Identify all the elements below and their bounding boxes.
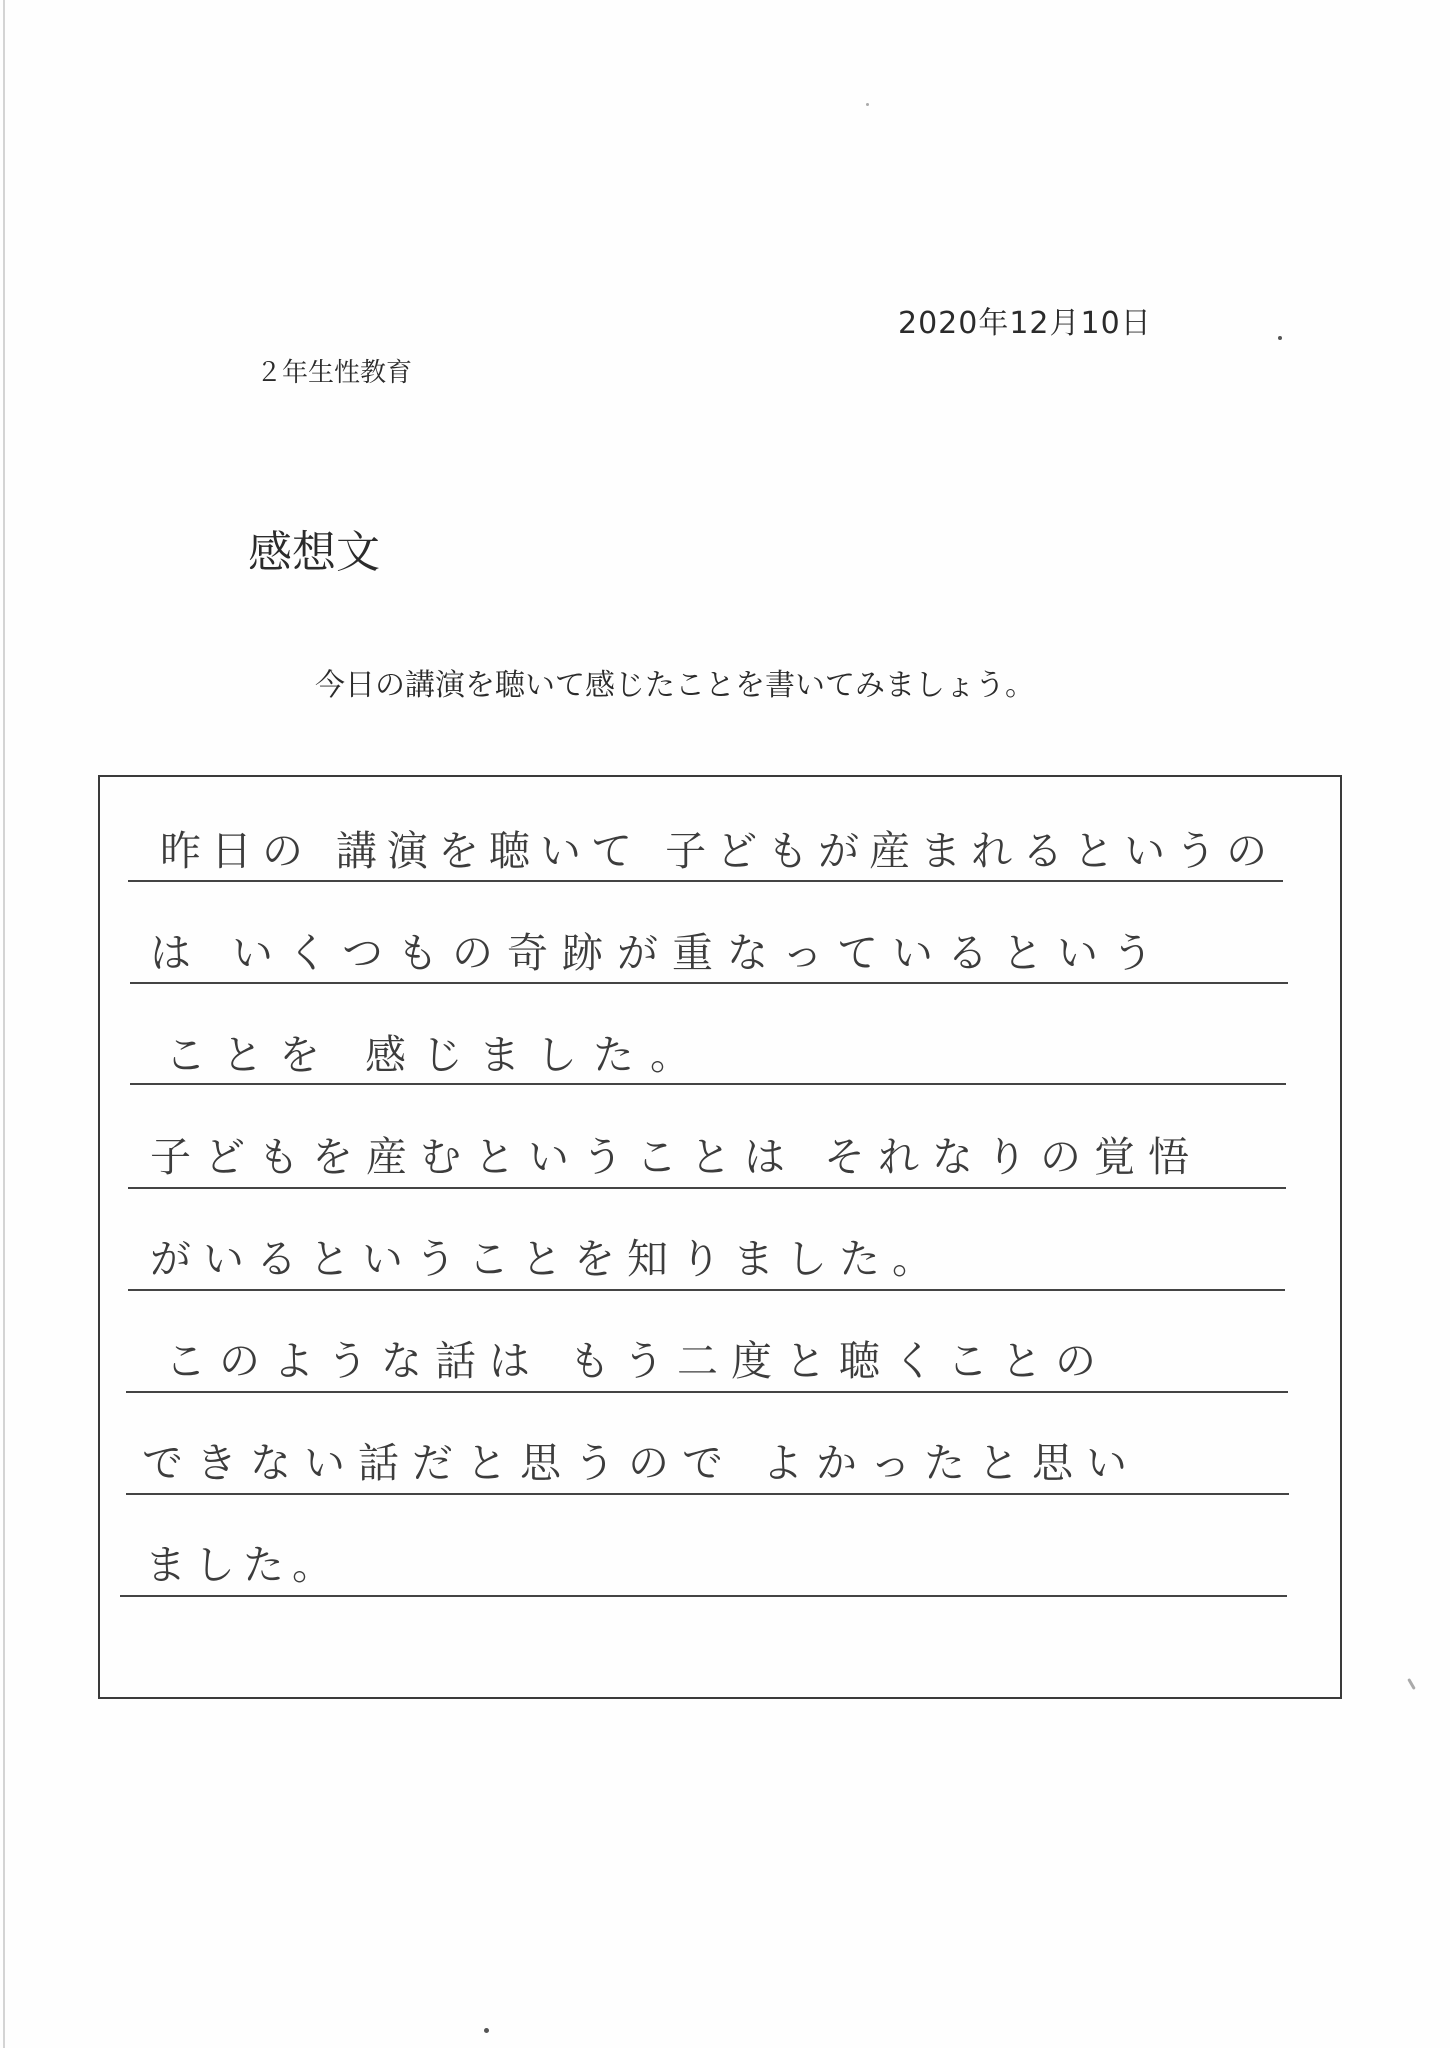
ruled-line [126, 1493, 1289, 1495]
scan-speck [484, 2028, 489, 2033]
scan-speck [866, 103, 869, 106]
page-title: 感想文 [248, 527, 380, 578]
writing-prompt: 今日の講演を聴いて感じたことを書いてみましょう。 [315, 668, 1035, 703]
ruled-line [128, 880, 1283, 882]
ruled-line [130, 1083, 1286, 1085]
ruled-line [126, 1391, 1288, 1393]
ruled-line [128, 1289, 1285, 1291]
handwritten-line: このような話は もう二度と聴くことの [165, 1337, 1110, 1385]
ruled-line [120, 1595, 1287, 1597]
date-text: 2020年12月10日 [898, 306, 1152, 341]
handwritten-line: は いくつもの奇跡が重なっているという [150, 929, 1168, 977]
handwritten-line: 子どもを産むということは それなりの覚悟 [150, 1133, 1203, 1181]
ruled-line [128, 1187, 1286, 1189]
scan-speck [1407, 1678, 1416, 1690]
scan-edge [3, 0, 5, 2048]
handwritten-line: がいるということを知りました。 [150, 1235, 945, 1283]
handwritten-line: できない話だと思うので よかったと思い [142, 1439, 1141, 1487]
ruled-line [130, 982, 1288, 984]
scan-speck [1278, 336, 1282, 340]
course-label: ２年生性教育 [256, 358, 413, 388]
handwritten-line: ました。 [145, 1541, 341, 1589]
handwritten-line: 昨日の 講演を聴いて 子どもが産まれるというの [160, 827, 1278, 875]
handwritten-line: ことを 感じました。 [165, 1031, 708, 1079]
